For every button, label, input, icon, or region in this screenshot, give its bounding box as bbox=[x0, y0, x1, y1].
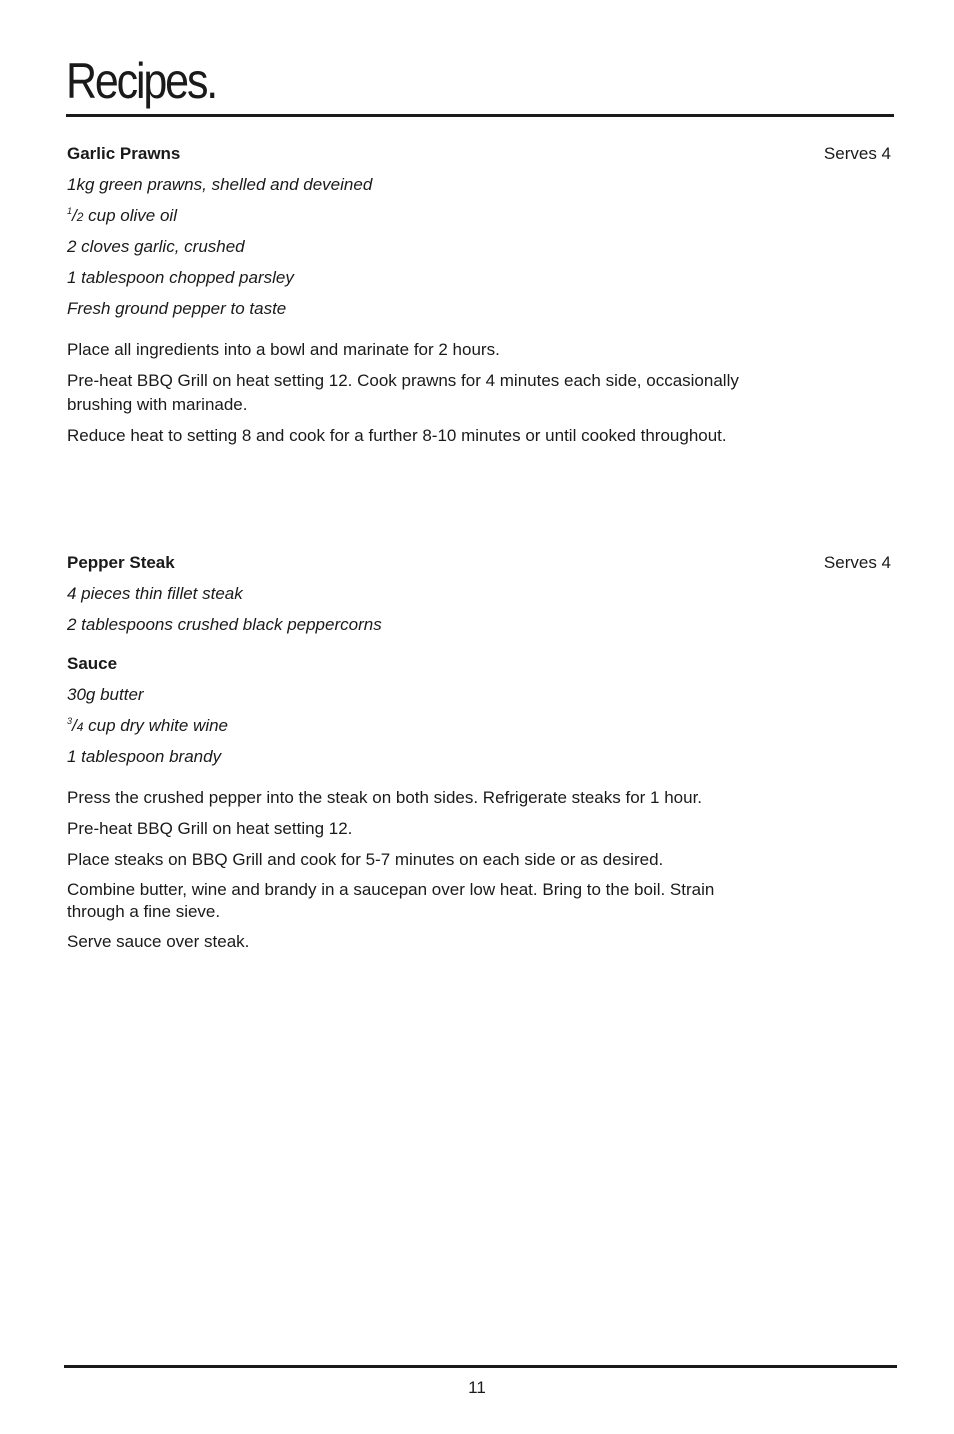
fraction-numerator: 3 bbox=[67, 716, 73, 726]
method-step: Reduce heat to setting 8 and cook for a further 8-10 minutes or until cooked throughout. bbox=[67, 426, 727, 445]
method-steps bbox=[67, 786, 891, 954]
ingredient-item: 2 cloves garlic, crushed bbox=[67, 237, 245, 256]
ingredient-item: $^3$/4 cup dry white wine bbox=[67, 716, 229, 735]
sauce-ingredient-list bbox=[67, 685, 891, 778]
fraction-numerator: 1 bbox=[67, 206, 73, 216]
method-steps bbox=[67, 338, 891, 448]
ingredient-text: cup dry white wine bbox=[83, 716, 229, 735]
serves-label: Serves 4 bbox=[823, 553, 891, 572]
ingredient-item: Fresh ground pepper to taste bbox=[67, 299, 287, 318]
ingredient-item: 1 tablespoon chopped parsley bbox=[67, 268, 294, 287]
ingredient-item: $^1$/2 cup olive oil bbox=[67, 206, 177, 225]
page-title: Recipes. bbox=[66, 53, 217, 109]
title-divider bbox=[66, 114, 894, 117]
recipe-name: Garlic Prawns bbox=[67, 144, 181, 163]
sauce-heading: Sauce bbox=[67, 654, 118, 673]
ingredient-item: 2 tablespoons crushed black peppercorns bbox=[67, 615, 382, 634]
ingredient-item: 1kg green prawns, shelled and deveined bbox=[67, 175, 373, 194]
ingredient-item: 1 tablespoon brandy bbox=[67, 747, 222, 766]
ingredient-item: 30g butter bbox=[67, 685, 144, 704]
ingredient-list bbox=[67, 584, 891, 646]
method-step: Press the crushed pepper into the steak on both sides. Refrigerate steaks for 1 hour. bbox=[67, 788, 703, 807]
serves-label: Serves 4 bbox=[823, 144, 891, 163]
ingredient-text: cup olive oil bbox=[83, 206, 177, 225]
footer-divider bbox=[64, 1365, 897, 1368]
recipe-header bbox=[67, 144, 891, 175]
fraction-denominator: 2 bbox=[76, 210, 84, 224]
fraction-denominator: 4 bbox=[76, 720, 84, 734]
method-step: Place steaks on BBQ Grill and cook for 5-7 minutes on each side or as desired. bbox=[67, 850, 664, 869]
method-step: Combine butter, wine and brandy in a saucepan over low heat. Bring to the boil. Strain through a fine sieve. bbox=[67, 880, 715, 921]
method-step: Serve sauce over steak. bbox=[67, 932, 250, 951]
ingredient-item: 4 pieces thin fillet steak bbox=[67, 584, 243, 603]
recipe-pepper-steak bbox=[67, 553, 891, 961]
recipe-header bbox=[67, 553, 891, 584]
recipe-name: Pepper Steak bbox=[67, 553, 175, 572]
ingredient-list bbox=[67, 175, 891, 330]
recipe-garlic-prawns bbox=[67, 144, 891, 455]
page-number: 11 bbox=[468, 1378, 486, 1397]
method-step: Pre-heat BBQ Grill on heat setting 12. Cook prawns for 4 minutes each side, occasionally brushing with marinade. bbox=[67, 371, 739, 414]
method-step: Place all ingredients into a bowl and marinate for 2 hours. bbox=[67, 340, 500, 359]
method-step: Pre-heat BBQ Grill on heat setting 12. bbox=[67, 819, 353, 838]
